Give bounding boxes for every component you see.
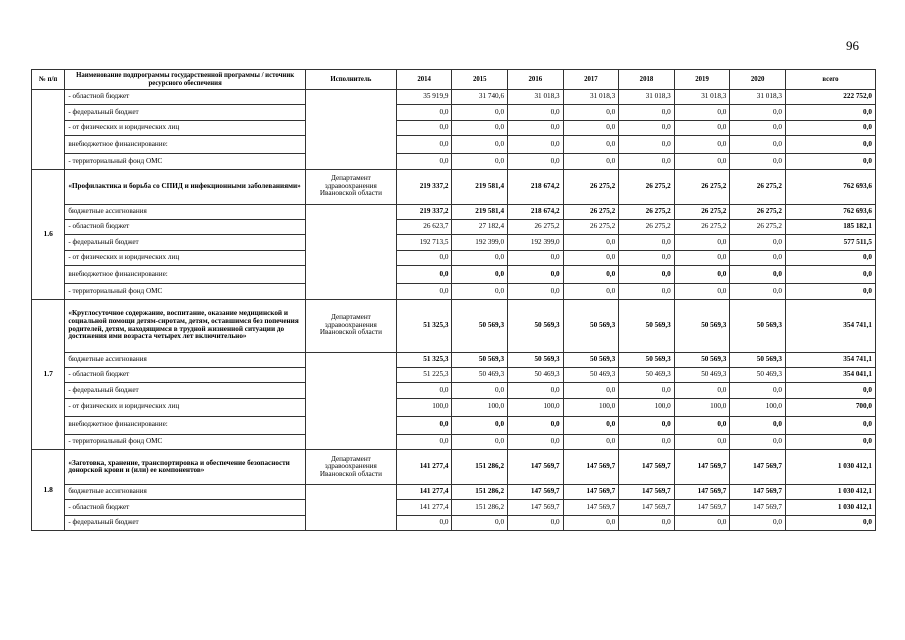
- value-cell: 0,0: [563, 105, 619, 120]
- source-name-cell: бюджетные ассигнования: [65, 352, 306, 367]
- value-cell: 0,0: [674, 154, 730, 169]
- value-cell: 26 275,2: [730, 219, 786, 234]
- value-cell: 31 018,3: [674, 90, 730, 105]
- table-row: [32, 136, 876, 154]
- value-cell: 0,0: [730, 250, 786, 265]
- value-cell: 0,0: [452, 250, 508, 265]
- subprogram-title: «Заготовка, хранение, транспортировка и обеспечение безопасности донорской крови и (или) ее компонентов»: [65, 450, 306, 485]
- value-cell: 0,0: [563, 284, 619, 299]
- table-row: [32, 416, 876, 434]
- value-cell: 31 018,3: [619, 90, 675, 105]
- col-name-header: Наименование подпрограммы государственной программы / источник ресурсного обеспечения: [65, 70, 306, 90]
- value-cell: 50 469,3: [674, 367, 730, 382]
- value-cell: 0,0: [619, 284, 675, 299]
- subprogram-executor: Департамент здравоохранения Ивановской области: [305, 299, 396, 352]
- value-cell: 31 018,3: [563, 90, 619, 105]
- source-name-cell: - территориальный фонд ОМС: [65, 284, 306, 299]
- value-cell: 0,0: [619, 266, 675, 284]
- value-cell: 0,0: [674, 136, 730, 154]
- value-cell: 0,0: [396, 383, 452, 398]
- subprogram-number: 1.8: [32, 450, 65, 531]
- subprogram-title: «Круглосуточное содержание, воспитание, оказание медицинской и социальной помощи детям-сиротам, детям, оставшимся без попечения родителей, детям, находящимся в трудной жизненной ситуации до достижения ими возраста четырех лет включительно»: [65, 299, 306, 352]
- table-row: [32, 434, 876, 449]
- budget-table: [31, 69, 876, 531]
- value-cell: 0,0: [619, 235, 675, 250]
- value-cell: 0,0: [730, 235, 786, 250]
- col-2019-header: 2019: [674, 70, 730, 90]
- value-cell: 100,0: [619, 398, 675, 416]
- executor-blank-cell: [305, 352, 396, 450]
- value-cell: 26 275,2: [674, 219, 730, 234]
- value-cell: 26 275,2: [563, 169, 619, 204]
- source-name-cell: - территориальный фонд ОМС: [65, 434, 306, 449]
- source-name-cell: внебюджетное финансирование:: [65, 266, 306, 284]
- value-cell: 100,0: [396, 398, 452, 416]
- value-cell: 0,0: [508, 250, 564, 265]
- value-cell: 0,0: [563, 416, 619, 434]
- source-name-cell: - областной бюджет: [65, 219, 306, 234]
- source-name-cell: - федеральный бюджет: [65, 235, 306, 250]
- value-cell: 0,0: [508, 136, 564, 154]
- table-row: [32, 485, 876, 500]
- value-cell: 26 275,2: [563, 219, 619, 234]
- col-2017-header: 2017: [563, 70, 619, 90]
- value-cell: 0,0: [563, 136, 619, 154]
- value-cell: 0,0: [730, 515, 786, 530]
- value-cell: 147 569,7: [563, 500, 619, 515]
- value-cell: 31 740,6: [452, 90, 508, 105]
- value-cell: 0,0: [396, 250, 452, 265]
- value-cell: 0,0: [508, 105, 564, 120]
- col-2015-header: 2015: [452, 70, 508, 90]
- value-cell: 0,0: [396, 136, 452, 154]
- source-name-cell: - федеральный бюджет: [65, 105, 306, 120]
- table-row: [32, 383, 876, 398]
- value-cell: 50 569,3: [563, 299, 619, 352]
- value-cell: 0,0: [674, 383, 730, 398]
- value-cell: 0,0: [619, 416, 675, 434]
- total-cell: 762 693,6: [785, 169, 875, 204]
- value-cell: 147 569,7: [730, 485, 786, 500]
- row-number-cell: [32, 90, 65, 170]
- source-name-cell: - федеральный бюджет: [65, 383, 306, 398]
- value-cell: 141 277,4: [396, 485, 452, 500]
- value-cell: 0,0: [563, 120, 619, 135]
- value-cell: 192 713,5: [396, 235, 452, 250]
- value-cell: 0,0: [452, 434, 508, 449]
- value-cell: 0,0: [508, 284, 564, 299]
- value-cell: 218 674,2: [508, 169, 564, 204]
- subprogram-executor: Департамент здравоохранения Ивановской области: [305, 169, 396, 204]
- value-cell: 0,0: [396, 120, 452, 135]
- value-cell: 219 581,4: [452, 169, 508, 204]
- source-name-cell: - от физических и юридических лиц: [65, 120, 306, 135]
- value-cell: 0,0: [452, 383, 508, 398]
- subprogram-row: [32, 169, 876, 204]
- table-row: [32, 266, 876, 284]
- value-cell: 51 325,3: [396, 299, 452, 352]
- value-cell: 0,0: [674, 416, 730, 434]
- value-cell: 0,0: [452, 284, 508, 299]
- value-cell: 147 569,7: [674, 450, 730, 485]
- value-cell: 0,0: [396, 515, 452, 530]
- value-cell: 0,0: [563, 434, 619, 449]
- source-name-cell: - от физических и юридических лиц: [65, 398, 306, 416]
- value-cell: 147 569,7: [563, 450, 619, 485]
- value-cell: 147 569,7: [730, 450, 786, 485]
- value-cell: 50 569,3: [452, 299, 508, 352]
- page-number: 96: [846, 38, 859, 53]
- source-name-cell: бюджетные ассигнования: [65, 204, 306, 219]
- total-cell: 354 041,1: [785, 367, 875, 382]
- value-cell: 50 569,3: [563, 352, 619, 367]
- source-name-cell: - от физических и юридических лиц: [65, 250, 306, 265]
- value-cell: 0,0: [730, 154, 786, 169]
- total-cell: 0,0: [785, 266, 875, 284]
- value-cell: 50 569,3: [730, 299, 786, 352]
- value-cell: 0,0: [396, 434, 452, 449]
- value-cell: 0,0: [730, 284, 786, 299]
- table-header-row: [32, 70, 876, 90]
- value-cell: 147 569,7: [508, 500, 564, 515]
- total-cell: 0,0: [785, 120, 875, 135]
- source-name-cell: - областной бюджет: [65, 90, 306, 105]
- value-cell: 141 277,4: [396, 450, 452, 485]
- total-cell: 0,0: [785, 416, 875, 434]
- total-cell: 0,0: [785, 154, 875, 169]
- table-row: [32, 204, 876, 219]
- value-cell: 50 569,3: [508, 299, 564, 352]
- executor-cell: [305, 90, 396, 170]
- value-cell: 219 581,4: [452, 204, 508, 219]
- value-cell: 0,0: [508, 120, 564, 135]
- value-cell: 50 569,3: [674, 299, 730, 352]
- total-cell: 0,0: [785, 383, 875, 398]
- value-cell: 151 286,2: [452, 485, 508, 500]
- value-cell: 151 286,2: [452, 450, 508, 485]
- source-name-cell: - федеральный бюджет: [65, 515, 306, 530]
- value-cell: 0,0: [508, 383, 564, 398]
- value-cell: 0,0: [619, 515, 675, 530]
- value-cell: 0,0: [396, 284, 452, 299]
- total-cell: 0,0: [785, 136, 875, 154]
- value-cell: 0,0: [508, 515, 564, 530]
- value-cell: 26 275,2: [563, 204, 619, 219]
- value-cell: 50 569,3: [508, 352, 564, 367]
- value-cell: 0,0: [396, 154, 452, 169]
- value-cell: 50 469,3: [730, 367, 786, 382]
- value-cell: 0,0: [674, 515, 730, 530]
- source-name-cell: бюджетные ассигнования: [65, 485, 306, 500]
- value-cell: 0,0: [619, 434, 675, 449]
- value-cell: 0,0: [730, 416, 786, 434]
- total-cell: 577 511,5: [785, 235, 875, 250]
- value-cell: 0,0: [730, 383, 786, 398]
- value-cell: 0,0: [452, 136, 508, 154]
- value-cell: 50 469,3: [452, 367, 508, 382]
- value-cell: 0,0: [674, 266, 730, 284]
- value-cell: 147 569,7: [508, 450, 564, 485]
- value-cell: 141 277,4: [396, 500, 452, 515]
- value-cell: 50 469,3: [563, 367, 619, 382]
- table-row: [32, 367, 876, 382]
- value-cell: 0,0: [730, 266, 786, 284]
- value-cell: 147 569,7: [674, 485, 730, 500]
- value-cell: 26 623,7: [396, 219, 452, 234]
- table-row: [32, 235, 876, 250]
- table-row: [32, 284, 876, 299]
- value-cell: 0,0: [563, 235, 619, 250]
- table-row: [32, 352, 876, 367]
- value-cell: 0,0: [508, 266, 564, 284]
- value-cell: 0,0: [674, 250, 730, 265]
- value-cell: 50 469,3: [619, 367, 675, 382]
- total-cell: 0,0: [785, 434, 875, 449]
- total-cell: 1 030 412,1: [785, 485, 875, 500]
- value-cell: 0,0: [452, 105, 508, 120]
- value-cell: 0,0: [508, 434, 564, 449]
- value-cell: 147 569,7: [730, 500, 786, 515]
- value-cell: 50 569,3: [730, 352, 786, 367]
- source-name-cell: внебюджетное финансирование:: [65, 136, 306, 154]
- table-row: [32, 105, 876, 120]
- value-cell: 0,0: [508, 154, 564, 169]
- table-row: [32, 154, 876, 169]
- executor-blank-cell: [305, 485, 396, 531]
- table-row: [32, 90, 876, 105]
- total-cell: 0,0: [785, 250, 875, 265]
- value-cell: 192 399,0: [452, 235, 508, 250]
- value-cell: 0,0: [674, 120, 730, 135]
- subprogram-number: 1.7: [32, 299, 65, 450]
- value-cell: 0,0: [452, 416, 508, 434]
- value-cell: 0,0: [674, 235, 730, 250]
- source-name-cell: внебюджетное финансирование:: [65, 416, 306, 434]
- value-cell: 0,0: [619, 383, 675, 398]
- value-cell: 0,0: [619, 120, 675, 135]
- value-cell: 0,0: [730, 434, 786, 449]
- value-cell: 0,0: [563, 266, 619, 284]
- value-cell: 0,0: [452, 515, 508, 530]
- table-row: [32, 120, 876, 135]
- value-cell: 0,0: [563, 515, 619, 530]
- value-cell: 50 569,3: [619, 299, 675, 352]
- table-row: [32, 500, 876, 515]
- value-cell: 100,0: [674, 398, 730, 416]
- total-cell: 0,0: [785, 105, 875, 120]
- subprogram-row: [32, 299, 876, 352]
- value-cell: 151 286,2: [452, 500, 508, 515]
- col-2020-header: 2020: [730, 70, 786, 90]
- value-cell: 0,0: [619, 250, 675, 265]
- value-cell: 0,0: [563, 154, 619, 169]
- value-cell: 50 469,3: [508, 367, 564, 382]
- value-cell: 0,0: [396, 266, 452, 284]
- value-cell: 0,0: [730, 136, 786, 154]
- value-cell: 218 674,2: [508, 204, 564, 219]
- value-cell: 147 569,7: [619, 500, 675, 515]
- total-cell: 0,0: [785, 284, 875, 299]
- value-cell: 0,0: [619, 154, 675, 169]
- value-cell: 100,0: [563, 398, 619, 416]
- value-cell: 26 275,2: [619, 219, 675, 234]
- value-cell: 147 569,7: [619, 485, 675, 500]
- value-cell: 50 569,3: [452, 352, 508, 367]
- table-row: [32, 219, 876, 234]
- col-2018-header: 2018: [619, 70, 675, 90]
- value-cell: 26 275,2: [674, 204, 730, 219]
- value-cell: 0,0: [619, 105, 675, 120]
- total-cell: 0,0: [785, 515, 875, 530]
- value-cell: 51 325,3: [396, 352, 452, 367]
- value-cell: 26 275,2: [619, 204, 675, 219]
- value-cell: 27 182,4: [452, 219, 508, 234]
- subprogram-executor: Департамент здравоохранения Ивановской области: [305, 450, 396, 485]
- value-cell: 147 569,7: [619, 450, 675, 485]
- value-cell: 0,0: [674, 284, 730, 299]
- value-cell: 0,0: [452, 154, 508, 169]
- value-cell: 100,0: [452, 398, 508, 416]
- value-cell: 31 018,3: [508, 90, 564, 105]
- col-2014-header: 2014: [396, 70, 452, 90]
- source-name-cell: - областной бюджет: [65, 500, 306, 515]
- source-name-cell: - территориальный фонд ОМС: [65, 154, 306, 169]
- value-cell: 0,0: [396, 105, 452, 120]
- value-cell: 0,0: [452, 266, 508, 284]
- value-cell: 26 275,2: [674, 169, 730, 204]
- table-row: [32, 398, 876, 416]
- col-2016-header: 2016: [508, 70, 564, 90]
- table-row: [32, 515, 876, 530]
- value-cell: 0,0: [508, 416, 564, 434]
- col-executor-header: Исполнитель: [305, 70, 396, 90]
- value-cell: 50 569,3: [619, 352, 675, 367]
- value-cell: 147 569,7: [674, 500, 730, 515]
- subprogram-row: [32, 450, 876, 485]
- value-cell: 26 275,2: [508, 219, 564, 234]
- col-num-header: № п/п: [32, 70, 65, 90]
- value-cell: 0,0: [563, 250, 619, 265]
- total-cell: 762 693,6: [785, 204, 875, 219]
- value-cell: 147 569,7: [508, 485, 564, 500]
- value-cell: 219 337,2: [396, 169, 452, 204]
- col-total-header: всего: [785, 70, 875, 90]
- total-cell: 700,0: [785, 398, 875, 416]
- subprogram-title: «Профилактика и борьба со СПИД и инфекционными заболеваниями»: [65, 169, 306, 204]
- total-cell: 1 030 412,1: [785, 450, 875, 485]
- value-cell: 0,0: [730, 120, 786, 135]
- value-cell: 50 569,3: [674, 352, 730, 367]
- executor-blank-cell: [305, 204, 396, 299]
- value-cell: 192 399,0: [508, 235, 564, 250]
- total-cell: 222 752,0: [785, 90, 875, 105]
- total-cell: 185 182,1: [785, 219, 875, 234]
- value-cell: 0,0: [563, 383, 619, 398]
- table-row: [32, 250, 876, 265]
- value-cell: 26 275,2: [730, 169, 786, 204]
- value-cell: 0,0: [396, 416, 452, 434]
- value-cell: 51 225,3: [396, 367, 452, 382]
- total-cell: 354 741,1: [785, 352, 875, 367]
- total-cell: 1 030 412,1: [785, 500, 875, 515]
- value-cell: 0,0: [674, 434, 730, 449]
- value-cell: 147 569,7: [563, 485, 619, 500]
- value-cell: 0,0: [674, 105, 730, 120]
- value-cell: 100,0: [508, 398, 564, 416]
- subprogram-number: 1.6: [32, 169, 65, 299]
- value-cell: 31 018,3: [730, 90, 786, 105]
- value-cell: 35 919,9: [396, 90, 452, 105]
- value-cell: 0,0: [730, 105, 786, 120]
- value-cell: 100,0: [730, 398, 786, 416]
- source-name-cell: - областной бюджет: [65, 367, 306, 382]
- total-cell: 354 741,1: [785, 299, 875, 352]
- value-cell: 0,0: [452, 120, 508, 135]
- value-cell: 219 337,2: [396, 204, 452, 219]
- value-cell: 0,0: [619, 136, 675, 154]
- value-cell: 26 275,2: [730, 204, 786, 219]
- value-cell: 26 275,2: [619, 169, 675, 204]
